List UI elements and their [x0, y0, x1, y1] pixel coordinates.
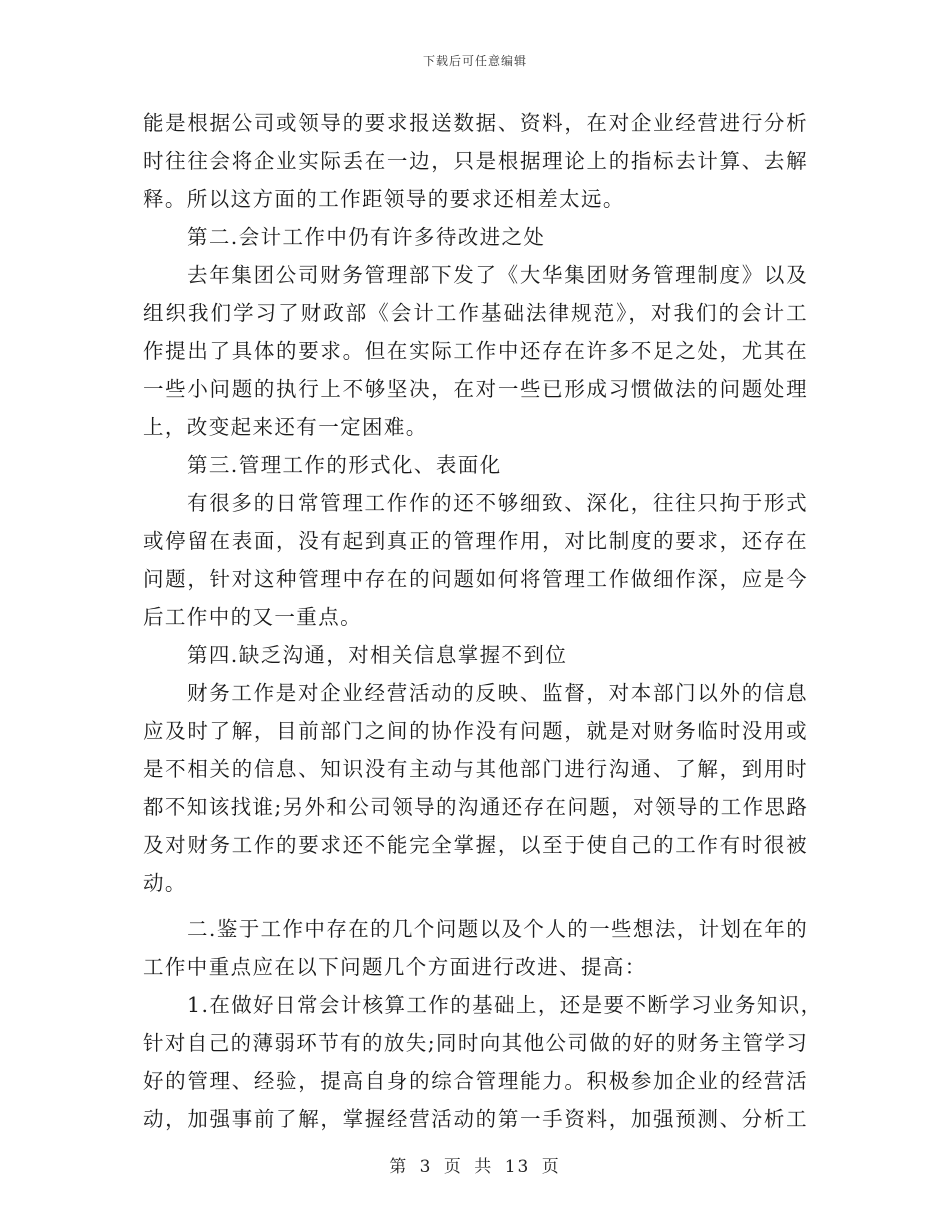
text-line: 二.鉴于工作中存在的几个问题以及个人的一些想法，计划在年的: [187, 917, 809, 941]
text-line: 及对财务工作的要求还不能完全掌握，以至于使自己的工作有时很被: [143, 833, 808, 857]
text-line: 问题，针对这种管理中存在的问题如何将管理工作做细作深，应是今: [143, 567, 808, 591]
text-line: 1.在做好日常会计核算工作的基础上，还是要不断学习业务知识，: [187, 993, 823, 1017]
text-line: 时往往会将企业实际丢在一边，只是根据理论上的指标去计算、去解: [143, 149, 808, 173]
text-line: 第二.会计工作中仍有许多待改进之处: [187, 225, 546, 249]
document-body: [143, 104, 823, 1138]
text-line: 组织我们学习了财政部《会计工作基础法律规范》，对我们的会计工: [143, 301, 808, 325]
text-line: 针对自己的薄弱环节有的放失;同时向其他公司做的好的财务主管学习: [143, 1031, 809, 1055]
page-number-footer: 第 3 页 共 13 页: [389, 1157, 561, 1177]
text-line: 财务工作是对企业经营活动的反映、监督，对本部门以外的信息: [187, 681, 808, 705]
text-line: 一些小问题的执行上不够坚决，在对一些已形成习惯做法的问题处理: [143, 377, 808, 401]
text-line: 有很多的日常管理工作作的还不够细致、深化，往往只拘于形式: [187, 491, 808, 515]
text-line: 工作中重点应在以下问题几个方面进行改进、提高：: [143, 955, 647, 979]
text-line: 动。: [143, 871, 187, 895]
text-line: 上，改变起来还有一定困难。: [143, 415, 428, 439]
text-line: 作提出了具体的要求。但在实际工作中还存在许多不足之处，尤其在: [143, 339, 808, 363]
text-line: 或停留在表面，没有起到真正的管理作用，对比制度的要求，还存在: [143, 529, 808, 553]
text-line: 都不知该找谁;另外和公司领导的沟通还存在问题，对领导的工作思路: [143, 795, 809, 819]
text-line: 能是根据公司或领导的要求报送数据、资料，在对企业经营进行分析: [143, 111, 808, 135]
text-line: 第四.缺乏沟通，对相关信息掌握不到位: [187, 643, 568, 667]
text-line: 释。所以这方面的工作距领导的要求还相差太远。: [143, 187, 625, 211]
text-line: 好的管理、经验，提高自身的综合管理能力。积极参加企业的经营活: [143, 1069, 808, 1093]
text-line: 动，加强事前了解，掌握经营活动的第一手资料，加强预测、分析工: [143, 1107, 808, 1131]
text-line: 后工作中的又一重点。: [143, 605, 362, 629]
paragraph-gap: [143, 902, 808, 910]
text-line: 是不相关的信息、知识没有主动与其他部门进行沟通、了解，到用时: [143, 757, 808, 781]
text-line: 第三.管理工作的形式化、表面化: [187, 453, 502, 477]
text-line: 应及时了解，目前部门之间的协作没有问题，就是对财务临时没用或: [143, 719, 808, 743]
page-header: 下载后可任意编辑: [422, 54, 527, 68]
text-line: 去年集团公司财务管理部下发了《大华集团财务管理制度》以及: [187, 263, 808, 287]
